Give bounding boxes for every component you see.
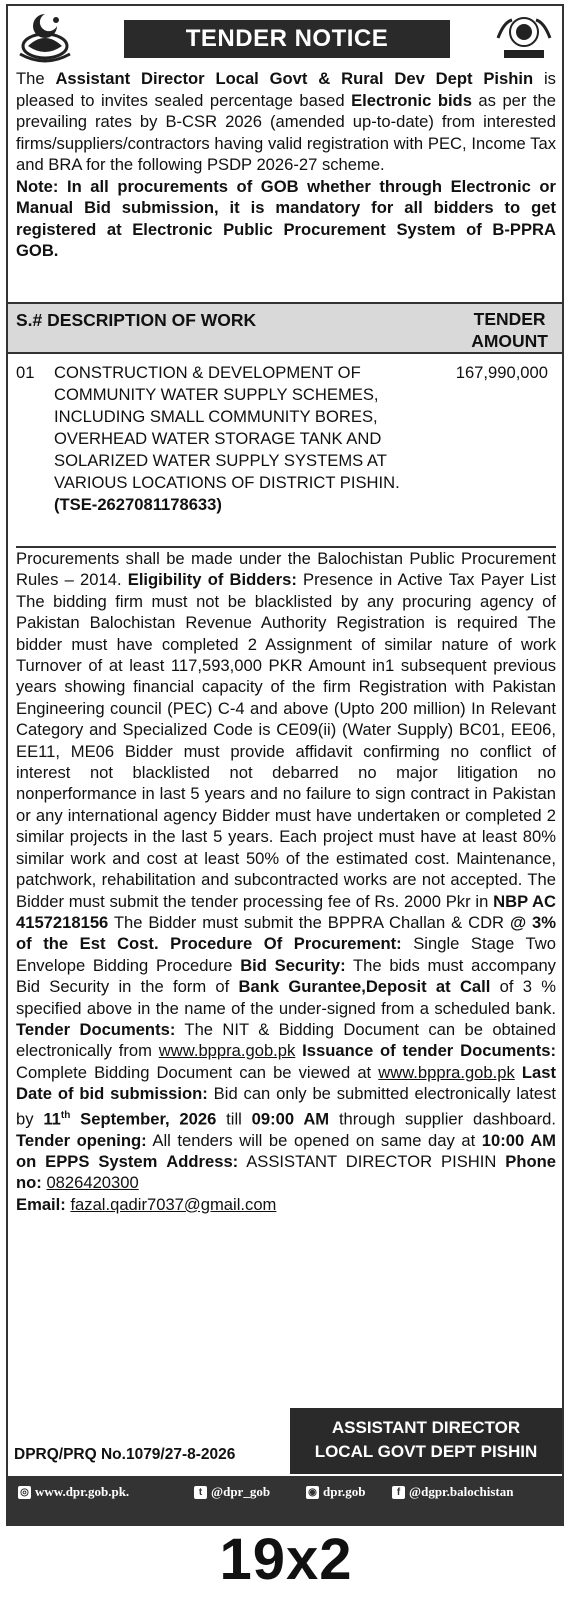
facebook-icon: f bbox=[392, 1486, 405, 1499]
table-row bbox=[8, 354, 562, 544]
dpr-emblem-icon bbox=[492, 10, 556, 62]
terms-text: ASSISTANT DIRECTOR PISHIN bbox=[238, 1151, 506, 1171]
heading-eligibility: Eligibility of Bidders: bbox=[127, 570, 297, 590]
terms-text: Complete Bidding Document can be viewed at bbox=[16, 1062, 379, 1082]
work-description bbox=[54, 362, 434, 516]
heading-tender-documents: Tender Documents: bbox=[16, 1019, 176, 1039]
terms-text bbox=[515, 1063, 522, 1082]
footer-twitter[interactable] bbox=[194, 1484, 270, 1500]
email-link[interactable]: fazal.qadir7037@gmail.com bbox=[70, 1194, 277, 1214]
twitter-icon: t bbox=[194, 1486, 207, 1499]
intro-paragraph bbox=[16, 68, 556, 262]
cdr-percentage: @ 3% of the Est Cost. bbox=[16, 912, 556, 954]
terms-text: till bbox=[216, 1109, 252, 1129]
intro-text: as per the prevailing rates by B-CSR 2026 (amended up-to-date) from interested firms/suppliers/contractors having valid registration with PEC, Income Tax and BRA for the following PSDP 2026-27 scheme. bbox=[16, 90, 556, 174]
terms-text: Single Stage Two Envelope Bidding Procedure bbox=[16, 934, 556, 975]
dprq-number: DPRQ/PRQ No.1079/27-8-2026 bbox=[14, 1446, 236, 1463]
terms-text: All tenders will be opened on same day at bbox=[146, 1130, 482, 1150]
registration-note: Note: In all procurements of GOB whether through Electronic or Manual Bid submission, it is mandatory for all bidders to get registered at Electronic Public Procurement System of B-PPRA GOB. bbox=[16, 176, 556, 260]
footer-instagram[interactable] bbox=[306, 1484, 366, 1500]
tender-notice-frame bbox=[6, 4, 564, 1526]
works-table bbox=[8, 302, 562, 546]
footer-social-bar bbox=[8, 1476, 562, 1524]
column-header-amount-line2: AMOUNT bbox=[471, 331, 548, 351]
terms-text: The bids must accompany Bid Security in the form of bbox=[16, 955, 556, 997]
heading-procedure: Procedure Of Procurement: bbox=[170, 934, 402, 954]
deadline-day: 11 bbox=[43, 1109, 61, 1129]
terms-text: The NIT & Bidding Document can be obtained electronically from bbox=[16, 1019, 556, 1061]
heading-bid-security: Bid Security: bbox=[240, 955, 346, 975]
terms-text: Bid can only be submitted electronically latest by bbox=[16, 1084, 556, 1129]
instagram-handle[interactable]: dpr.gob bbox=[323, 1484, 366, 1499]
deadline-time: 09:00 AM bbox=[251, 1109, 330, 1129]
heading-phone: Phone no: bbox=[16, 1151, 556, 1193]
opening-time: 10:00 AM on EPPS System bbox=[16, 1130, 556, 1171]
table-header bbox=[8, 304, 562, 354]
deadline-date: September, 2026 bbox=[70, 1109, 217, 1129]
column-header-amount-line1: TENDER bbox=[473, 309, 546, 329]
terms-text: The Bidder must submit the BPPRA Challan & CDR bbox=[108, 912, 510, 932]
facebook-handle[interactable]: @dgpr.balochistan bbox=[409, 1484, 514, 1499]
terms-text: Presence in Active Tax Payer List The bidding firm must not be blacklisted by any procuring agency of Pakistan Balochistan Revenue Authority Registration is required The bidder must have completed 2 Assignment of similar nature of work Turnover of at least 117,593,000 PKR Amount in1 subsequent previous years showing financial capacity of the firm Registration with Pakistan Engineering council (PEC) C-4 and above (Upto 200 million) In Relevant Category and Specialized Code is CE09(ii) (Water Supply) BC01, EE06, EE11, ME06 Bidder must provide affidavit confirming no conflict of interest not blacklisted not debarred no major litigation no nonperformance in last 5 years and no failure to sign contract in Pakistan or any international agency Bidder must have undertaken or completed 2 similar projects in the last 5 years. Each project must have at least 80% similar work and cost at least 50% of the estimated cost. Maintenance, patchwork, rehabilitation and subcontracted works are not accepted. The Bidder must submit the tender processing fee of Rs. 2000 Pkr in bbox=[16, 570, 556, 911]
header bbox=[8, 6, 562, 68]
heading-issuance: Issuance of tender Documents: bbox=[302, 1041, 556, 1061]
security-form: Bank Gurantee,Deposit at Call bbox=[238, 977, 491, 997]
heading-last-date: Last Date of bid submission: bbox=[16, 1062, 556, 1104]
signatory-department: LOCAL GOVT DEPT PISHIN bbox=[314, 1442, 538, 1461]
footer-web[interactable] bbox=[18, 1484, 129, 1500]
page-title: TENDER NOTICE bbox=[124, 20, 450, 58]
website-link[interactable]: www.dpr.gob.pk. bbox=[35, 1484, 130, 1499]
deadline-day-suffix: th bbox=[60, 1109, 71, 1121]
bppra-link[interactable]: www.bppra.gob.pk bbox=[158, 1041, 296, 1061]
column-header-description: S.# DESCRIPTION OF WORK bbox=[16, 310, 257, 330]
heading-address: Address: bbox=[166, 1151, 239, 1171]
issuing-authority: Assistant Director Local Govt & Rural Dev Dept Pishin bbox=[55, 69, 534, 88]
tender-code: (TSE-2627081178633) bbox=[54, 495, 222, 514]
heading-email: Email: bbox=[16, 1194, 66, 1214]
twitter-handle[interactable]: @dpr_gob bbox=[211, 1484, 271, 1499]
heading-tender-opening: Tender opening: bbox=[16, 1130, 147, 1150]
globe-icon: ◎ bbox=[18, 1486, 31, 1499]
bank-account: NBP AC 4157218156 bbox=[16, 891, 556, 932]
signatory-title: ASSISTANT DIRECTOR bbox=[331, 1418, 521, 1437]
balochistan-emblem-icon bbox=[16, 10, 74, 66]
terms-text bbox=[157, 1152, 166, 1171]
ad-size-code: 19x2 bbox=[219, 1527, 353, 1592]
phone-number[interactable]: 0826420300 bbox=[46, 1173, 139, 1193]
column-header-amount bbox=[471, 308, 548, 352]
terms-paragraph bbox=[16, 546, 556, 1215]
terms-text: of 3 % specified above in the name of the under-signed from a scheduled bank. bbox=[16, 977, 557, 1018]
signature-block bbox=[290, 1408, 562, 1474]
serial-number: 01 bbox=[16, 363, 35, 382]
bppra-link[interactable]: www.bppra.gob.pk bbox=[378, 1062, 515, 1082]
intro-text: is pleased to invites sealed percentage based bbox=[16, 69, 556, 110]
work-description-text: CONSTRUCTION & DEVELOPMENT OF COMMUNITY WATER SUPPLY SCHEMES, INCLUDING SMALL COMMUNITY BORES, OVERHEAD WATER STORAGE TANK AND SOLARIZED WATER SUPPLY SYSTEMS AT VARIOUS LOCATIONS OF DISTRICT PISHIN. bbox=[54, 363, 400, 492]
instagram-icon: ◉ bbox=[306, 1486, 319, 1499]
bid-type: Electronic bids bbox=[351, 90, 472, 110]
intro-text: The bbox=[16, 69, 56, 88]
tender-amount: 167,990,000 bbox=[455, 363, 548, 382]
terms-text: through supplier dashboard. bbox=[329, 1109, 556, 1129]
footer-facebook[interactable] bbox=[392, 1484, 513, 1500]
terms-text: Procurements shall be made under the Balochistan Public Procurement Rules – 2014. bbox=[16, 549, 556, 590]
